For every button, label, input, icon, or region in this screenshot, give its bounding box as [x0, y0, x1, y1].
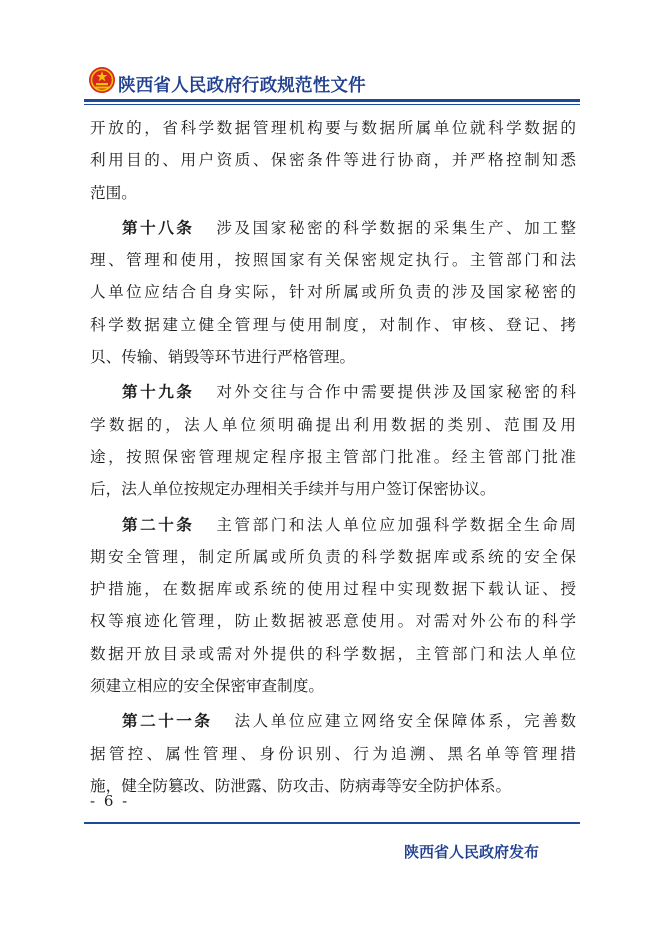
header-rule-thin — [84, 104, 580, 105]
text-line: 护措施，在数据库或系统的使用过程中实现数据下载认证、授 — [90, 580, 576, 599]
text-line: 后，法人单位按规定办理相关手续并与用户签订保密协议。 — [90, 480, 496, 499]
article-21-first-line — [90, 705, 576, 737]
text-line: 范围。 — [90, 183, 137, 202]
text-line: 权等痕迹化管理，防止数据被恶意使用。对需对外公布的科学 — [90, 612, 576, 631]
article-19-first-line — [90, 376, 576, 408]
text-line: 开放的，省科学数据管理机构要与数据所属单位就科学数据的 — [90, 119, 576, 137]
header-title: 陕西省人民政府行政规范性文件 — [118, 76, 366, 96]
article-18-label: 第十八条 — [122, 218, 195, 237]
text-line: 学数据的，法人单位须明确提出利用数据的类别、范围及用 — [90, 415, 576, 434]
header-rule — [84, 99, 580, 102]
text-line: 施，健全防篡改、防泄露、防攻击、防病毒等安全防护体系。 — [90, 776, 512, 795]
text-line: 理、管理和使用，按照国家有关保密规定执行。主管部门和法 — [90, 251, 576, 270]
text-line: 主管部门和法人单位应加强科学数据全生命周 — [216, 515, 576, 534]
text-line: 贝、传输、销毁等环节进行严格管理。 — [90, 348, 356, 367]
article-20-label: 第二十条 — [122, 515, 195, 534]
page-number: - 6 - — [90, 792, 130, 810]
footer-publisher: 陕西省人民政府发布 — [404, 843, 540, 861]
text-line: 法人单位应建立网络安全保障体系，完善数 — [234, 712, 576, 731]
document-body — [90, 112, 576, 802]
text-line: 据管控、属性管理、身份识别、行为追溯、黑名单等管理措 — [90, 744, 576, 763]
text-line: 须建立相应的安全保密审查制度。 — [90, 677, 324, 696]
article-18-first-line — [90, 212, 576, 244]
article-19-label: 第十九条 — [122, 383, 195, 402]
text-line: 对外交往与合作中需要提供涉及国家秘密的科 — [216, 383, 576, 402]
text-line: 途，按照保密管理规定程序报主管部门批准。经主管部门批准 — [90, 447, 576, 466]
national-emblem-icon — [88, 66, 116, 94]
footer-rule — [84, 822, 580, 824]
text-line: 科学数据建立健全管理与使用制度，对制作、审核、登记、拷 — [90, 315, 576, 334]
text-line: 期安全管理，制定所属或所负责的科学数据库或系统的安全保 — [90, 547, 576, 566]
text-line: 利用目的、用户资质、保密条件等进行协商，并严格控制知悉 — [90, 151, 576, 170]
document-header — [84, 66, 580, 102]
text-line: 人单位应结合自身实际，针对所属或所负责的涉及国家秘密的 — [90, 283, 576, 302]
article-20-first-line — [90, 509, 576, 541]
article-21-label: 第二十一条 — [122, 712, 213, 731]
text-line: 数据开放目录或需对外提供的科学数据，主管部门和法人单位 — [90, 644, 576, 663]
text-line: 涉及国家秘密的科学数据的采集生产、加工整 — [216, 218, 576, 237]
